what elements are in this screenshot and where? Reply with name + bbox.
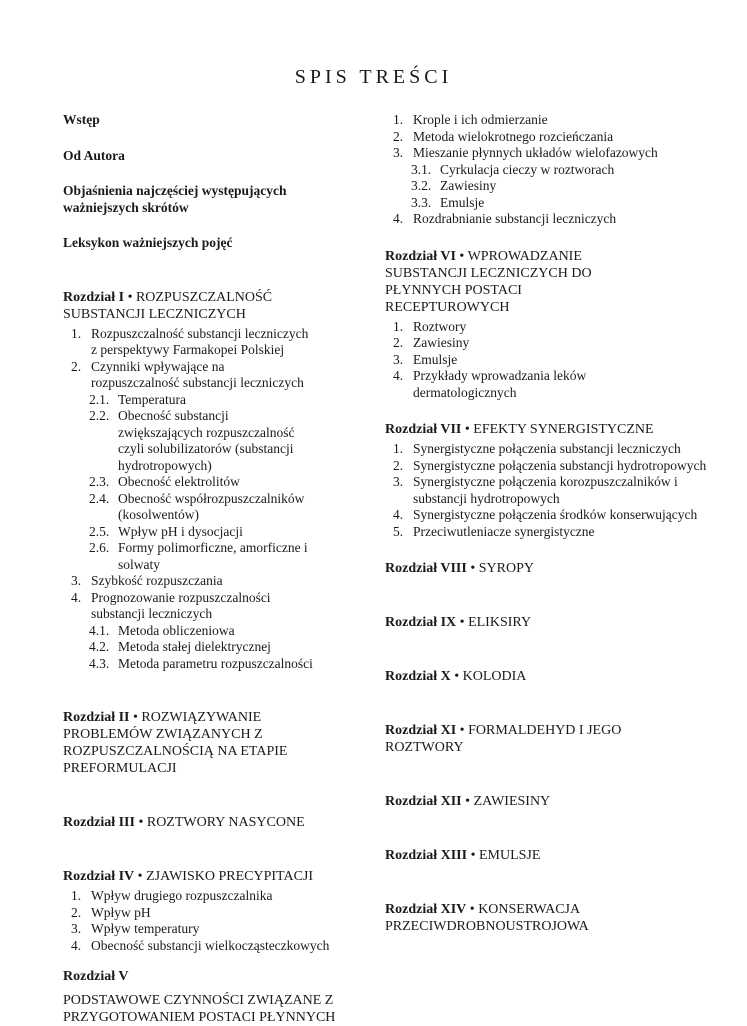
chapter-title: FORMALDEHYD I JEGO ROZTWORY xyxy=(385,723,622,755)
chapter-label: Rozdział XII xyxy=(385,794,462,809)
toc-item[interactable] xyxy=(385,368,615,401)
toc-subitems xyxy=(91,623,313,673)
toc-item[interactable] xyxy=(63,905,363,922)
toc-item-text: Synergistyczne połączenia substancji leczniczych xyxy=(413,441,681,456)
chapter-title: EFEKTY SYNERGISTYCZNE xyxy=(473,422,654,437)
toc-subitem-number: 2.1. xyxy=(89,391,110,407)
toc-subitem-number: 3.2. xyxy=(411,178,432,193)
toc-item-text: Czynniki wpływające na rozpuszczalność substancji leczniczych xyxy=(91,358,304,390)
toc-subitem-number: 2.6. xyxy=(89,540,110,555)
chapter-title: ZAWIESINY xyxy=(473,794,551,809)
chapter-label: Rozdział XI xyxy=(385,723,457,738)
toc-subitem-number: 3.3. xyxy=(411,194,432,210)
chapter-heading[interactable]: Rozdział II • ROZWIĄZYWANIE PROBLEMÓW ZWIĄZANYCH Z ROZPUSZCZALNOŚCIĄ NA ETAPIE PREFORMULACJI xyxy=(63,710,288,776)
toc-item-text: Wpływ drugiego rozpuszczalnika xyxy=(91,888,273,903)
toc-item-text: Roztwory xyxy=(413,318,467,334)
chapter-heading[interactable]: Rozdział VII • EFEKTY SYNERGISTYCZNE xyxy=(385,422,654,437)
toc-item-text: Emulsje xyxy=(413,351,458,367)
toc-item-text: Wpływ temperatury xyxy=(91,921,200,936)
toc-entry-od-autora[interactable]: Od Autora xyxy=(63,147,125,163)
chapter-title: SYROPY xyxy=(478,561,534,576)
toc-subitem-number: 2.5. xyxy=(89,523,110,539)
chapter-label: Rozdział XIII xyxy=(385,848,468,863)
toc-subitem-text: Metoda obliczeniowa xyxy=(118,622,235,638)
toc-item-number: 2. xyxy=(71,904,82,920)
toc-item[interactable] xyxy=(385,335,615,352)
toc-item[interactable] xyxy=(385,441,715,458)
toc-item-number: 1. xyxy=(393,112,404,127)
toc-item[interactable] xyxy=(63,921,363,938)
toc-item[interactable] xyxy=(385,507,715,524)
toc-subitems xyxy=(413,162,715,212)
toc-item[interactable] xyxy=(385,524,715,541)
toc-item-number: 3. xyxy=(393,474,404,489)
toc-subitem-text: Metoda stałej dielektrycznej xyxy=(118,639,271,654)
chapter-4 xyxy=(63,868,363,954)
toc-subitem[interactable] xyxy=(385,178,715,195)
toc-entry-leksykon[interactable]: Leksykon ważniejszych pojęć xyxy=(63,235,233,250)
toc-subitem-text: Formy polimorficzne, amorficzne i solwaty xyxy=(118,540,308,572)
toc-item-number: 3. xyxy=(71,921,82,936)
toc-subitem[interactable] xyxy=(63,540,313,573)
chapter-title: ELIKSIRY xyxy=(468,615,532,630)
toc-item-text: Mieszanie płynnych układów wielofazowych xyxy=(413,145,658,160)
toc-item-number: 2. xyxy=(393,457,404,473)
toc-item-number: 2. xyxy=(71,358,82,374)
toc-subitem[interactable] xyxy=(63,474,313,491)
toc-subitem-text: Emulsje xyxy=(440,194,485,210)
toc-item[interactable] xyxy=(385,474,715,507)
chapter-6 xyxy=(385,248,615,402)
chapter-heading[interactable]: Rozdział VIII • SYROPY xyxy=(385,561,534,576)
toc-item-text: Synergistyczne połączenia substancji hydrotropowych xyxy=(413,457,707,473)
toc-item-text: Synergistyczne połączenia środków konserwujących xyxy=(413,507,698,522)
chapter-11 xyxy=(385,722,655,756)
toc-item[interactable] xyxy=(385,145,715,211)
toc-item-text: Krople i ich odmierzanie xyxy=(413,112,548,127)
toc-item-number: 4. xyxy=(71,937,82,953)
toc-item-text: Szybkość rozpuszczania xyxy=(91,573,223,588)
chapter-heading[interactable]: Rozdział VI • WPROWADZANIE SUBSTANCJI LECZNICZYCH DO PŁYNNYCH POSTACI RECEPTUROWYCH xyxy=(385,248,592,315)
toc-subitem[interactable] xyxy=(63,408,313,474)
chapter-items xyxy=(63,326,313,673)
chapter-items xyxy=(63,888,363,954)
toc-item-text: Synergistyczne połączenia korozpuszczalników i substancji hydrotropowych xyxy=(413,474,678,506)
toc-item[interactable] xyxy=(63,590,313,673)
toc-subitem-number: 4.2. xyxy=(89,639,110,654)
toc-subitem-number: 4.3. xyxy=(89,655,110,671)
toc-subitem-text: Wpływ pH i dysocjacji xyxy=(118,523,243,539)
chapter-label: Rozdział VIII xyxy=(385,561,467,576)
toc-item-number: 4. xyxy=(393,507,404,522)
toc-item[interactable] xyxy=(63,359,313,574)
toc-subitem[interactable] xyxy=(385,162,715,179)
toc-subitem-number: 2.4. xyxy=(89,490,110,506)
toc-item-number: 3. xyxy=(393,145,404,160)
chapter-label: Rozdział VI xyxy=(385,248,456,264)
chapter-heading[interactable]: Rozdział III • ROZTWORY NASYCONE xyxy=(63,815,305,830)
toc-item-text: Rozpuszczalność substancji leczniczych z perspektywy Farmakopei Polskiej xyxy=(91,325,309,357)
chapter-label: Rozdział IX xyxy=(385,615,457,630)
chapter-items xyxy=(385,441,715,540)
toc-subitem[interactable] xyxy=(63,524,313,541)
chapter-title: ROZWIĄZYWANIE PROBLEMÓW ZWIĄZANYCH Z ROZPUSZCZALNOŚCIĄ NA ETAPIE PREFORMULACJI xyxy=(63,710,288,776)
chapter-title: ZJAWISKO PRECYPITACJI xyxy=(146,869,314,884)
toc-subitem-text: Obecność substancji zwiększających rozpuszczalność czyli solubilizatorów (substancji hydrotropowych) xyxy=(118,408,295,473)
toc-subitems xyxy=(91,392,313,574)
toc-item[interactable] xyxy=(385,458,715,475)
toc-subitem[interactable] xyxy=(385,195,715,212)
toc-subitem-text: Obecność elektrolitów xyxy=(118,474,240,489)
toc-item[interactable] xyxy=(385,211,715,228)
chapter-13 xyxy=(385,847,715,864)
chapter-label: Rozdział VII xyxy=(385,422,462,437)
toc-item-number: 4. xyxy=(71,589,82,605)
chapter-8 xyxy=(385,560,715,577)
toc-subitem[interactable] xyxy=(63,392,313,409)
toc-item[interactable] xyxy=(63,888,363,905)
toc-item-number: 2. xyxy=(393,128,404,144)
toc-item-number: 4. xyxy=(393,368,404,383)
chapter-title: WPROWADZANIE SUBSTANCJI LECZNICZYCH DO PŁYNNYCH POSTACI RECEPTUROWYCH xyxy=(385,248,592,315)
toc-item-text: Metoda wielokrotnego rozcieńczania xyxy=(413,128,614,144)
toc-item[interactable] xyxy=(385,319,615,336)
toc-item-number: 1. xyxy=(71,325,82,341)
chapter-heading[interactable]: Rozdział XIV • KONSERWACJA PRZECIWDROBNOUSTROJOWA xyxy=(385,902,589,934)
chapter-heading[interactable]: Rozdział X • KOLODIA xyxy=(385,669,527,684)
chapter-5-title: PODSTAWOWE CZYNNOŚCI ZWIĄZANE Z PRZYGOTOWANIEM POSTACI PŁYNNYCH xyxy=(63,993,336,1025)
toc-item[interactable] xyxy=(385,129,715,146)
toc-item-text: Wpływ pH xyxy=(91,904,151,920)
toc-subitem-text: Metoda parametru rozpuszczalności xyxy=(118,655,313,671)
toc-item-text: Obecność substancji wielkocząsteczkowych xyxy=(91,937,330,953)
chapter-5-heading[interactable] xyxy=(63,968,363,1026)
toc-subitem[interactable] xyxy=(63,623,313,640)
toc-subitem-text: Cyrkulacja cieczy w roztworach xyxy=(440,161,615,177)
chapter-title: ROZTWORY NASYCONE xyxy=(146,815,305,830)
chapter-heading[interactable]: Rozdział I • ROZPUSZCZALNOŚĆ SUBSTANCJI LECZNICZYCH xyxy=(63,289,273,322)
toc-item-number: 2. xyxy=(393,335,404,350)
toc-item[interactable] xyxy=(63,938,363,955)
chapter-1 xyxy=(63,289,313,673)
toc-subitem-number: 4.1. xyxy=(89,622,110,638)
toc-subitem-text: Zawiesiny xyxy=(440,178,497,193)
chapter-label: Rozdział II xyxy=(63,710,130,725)
toc-item-text: Przykłady wprowadzania leków dermatologicznych xyxy=(413,368,587,400)
toc-left-column xyxy=(63,112,363,1026)
toc-subitem-number: 2.3. xyxy=(89,474,110,489)
chapter-heading[interactable]: Rozdział XI • FORMALDEHYD I JEGO ROZTWORY xyxy=(385,723,622,755)
chapter-3 xyxy=(63,814,363,831)
chapter-title: KONSERWACJA PRZECIWDROBNOUSTROJOWA xyxy=(385,902,589,934)
chapter-heading[interactable]: Rozdział XII • ZAWIESINY xyxy=(385,794,551,809)
chapter-label: Rozdział XIV xyxy=(385,902,467,917)
toc-entry-objasnienia[interactable]: Objaśnienia najczęściej występujących ważniejszych skrótów xyxy=(63,183,287,215)
chapter-heading[interactable]: Rozdział XIII • EMULSJE xyxy=(385,848,541,863)
chapter-9 xyxy=(385,614,715,631)
chapter-heading[interactable]: Rozdział IX • ELIKSIRY xyxy=(385,615,532,630)
chapter-2 xyxy=(63,709,303,777)
toc-item-text: Przeciwutleniacze synergistyczne xyxy=(413,523,595,539)
toc-subitem-number: 3.1. xyxy=(411,161,432,177)
chapter-title: KOLODIA xyxy=(462,669,527,684)
toc-item-text: Prognozowanie rozpuszczalności substancji leczniczych xyxy=(91,589,271,621)
toc-item-text: Rozdrabnianie substancji leczniczych xyxy=(413,211,617,226)
chapter-title: EMULSJE xyxy=(478,848,541,863)
toc-item-number: 3. xyxy=(393,351,404,367)
toc-subitem[interactable] xyxy=(63,656,313,673)
chapter-label: Rozdział IV xyxy=(63,869,135,884)
chapter-label: Rozdział I xyxy=(63,289,125,305)
chapter-5-items xyxy=(385,112,715,228)
chapter-10 xyxy=(385,668,715,685)
chapter-5-label: Rozdział V xyxy=(63,969,129,984)
toc-item-number: 1. xyxy=(71,888,82,903)
toc-subitem[interactable] xyxy=(63,639,313,656)
toc-item-number: 3. xyxy=(71,573,82,588)
chapter-7 xyxy=(385,421,715,540)
toc-subitem[interactable] xyxy=(63,491,313,524)
toc-item-number: 5. xyxy=(393,523,404,539)
toc-subitem-text: Temperatura xyxy=(118,391,187,407)
chapter-items xyxy=(385,319,615,402)
toc-item[interactable] xyxy=(385,112,715,129)
chapter-title: ROZPUSZCZALNOŚĆ SUBSTANCJI LECZNICZYCH xyxy=(63,289,273,322)
toc-item[interactable] xyxy=(63,573,313,590)
chapter-heading[interactable]: Rozdział IV • ZJAWISKO PRECYPITACJI xyxy=(63,869,314,884)
toc-item-text: Zawiesiny xyxy=(413,335,470,350)
toc-right-column xyxy=(385,112,715,935)
toc-item-number: 1. xyxy=(393,441,404,456)
chapter-14 xyxy=(385,901,645,935)
page-title: SPIS TREŚCI xyxy=(294,66,453,88)
toc-subitem-number: 2.2. xyxy=(89,408,110,423)
chapter-12 xyxy=(385,793,715,810)
chapter-label: Rozdział III xyxy=(63,815,135,830)
toc-item[interactable] xyxy=(63,326,313,359)
toc-subitem-text: Obecność współrozpuszczalników (kosolwentów) xyxy=(118,490,305,522)
toc-item-number: 1. xyxy=(393,318,404,334)
toc-item-number: 4. xyxy=(393,211,404,226)
toc-item[interactable] xyxy=(385,352,615,369)
toc-entry-wstep[interactable]: Wstęp xyxy=(63,112,100,127)
chapter-label: Rozdział X xyxy=(385,669,451,684)
